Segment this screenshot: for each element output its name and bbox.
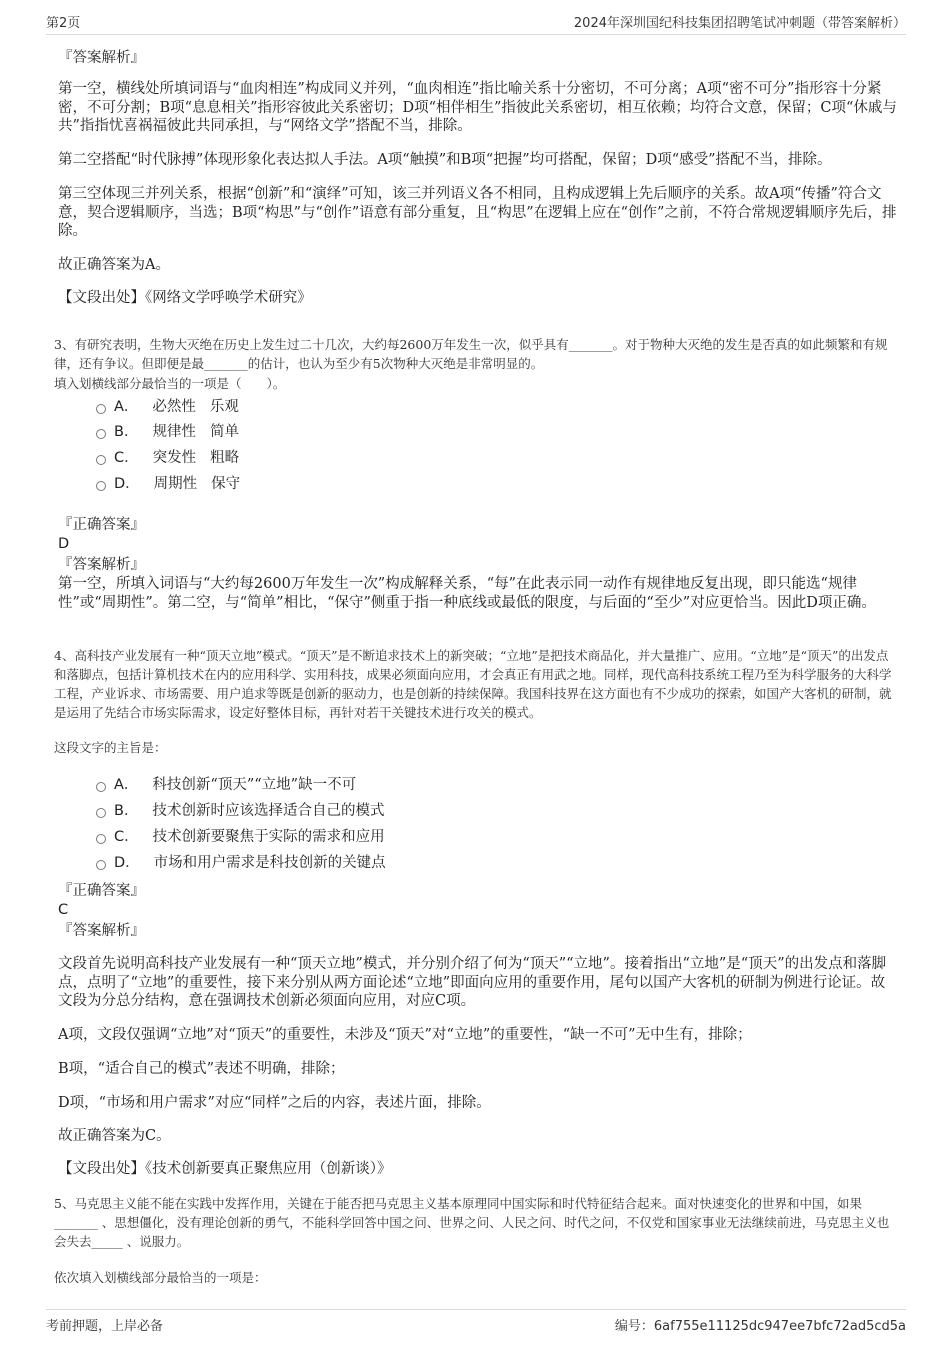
radio-button[interactable] xyxy=(96,404,106,414)
q4-prompt: 这段文字的主旨是： xyxy=(54,740,167,755)
option-letter: C． xyxy=(114,450,139,466)
page-header xyxy=(46,12,906,35)
option-letter: A． xyxy=(114,777,139,793)
footer-slogan: 考前押题，上岸必备 xyxy=(46,1319,164,1334)
q3-analysis-label: 『答案解析』 xyxy=(58,557,145,573)
q2-analysis-p3: 第三空体现三并列关系，根据“创新”和“演绎”可知，该三并列语义各不相同，且构成逻辑上先后顺序的关系。故A项“传播”符合文意，契合逻辑顺序，当选；B项“构思”与“创作”语意有部分重复，且“构思”在逻辑上应在“创作”之前，不符合常规逻辑顺序先后，排除。 xyxy=(58,186,897,239)
option-letter: B． xyxy=(114,424,139,440)
q4-analysis-p4: D项，“市场和用户需求”对应“同样”之后的内容，表述片面，排除。 xyxy=(58,1095,491,1111)
option-letter: C． xyxy=(114,829,139,845)
q4-analysis-label: 『答案解析』 xyxy=(58,923,145,939)
option-word-1: 规律性 xyxy=(152,424,196,440)
radio-button[interactable] xyxy=(96,481,106,491)
q3-option-d[interactable] xyxy=(96,475,240,493)
q4-correct-label: 『正确答案』 xyxy=(58,883,145,899)
q4-source: 【文段出处】《技术创新要真正聚焦应用（创新谈）》 xyxy=(58,1161,392,1177)
option-text: 市场和用户需求是科技创新的关键点 xyxy=(153,855,386,871)
q4-stem: 4、高科技产业发展有一种“顶天立地”模式。“顶天”是不断追求技术上的新突破；“立地”是把技术商品化，并大量推广、应用。“立地”是“顶天”的出发点和落脚点，包括计算机技术在内的应用科学、实用科技，成果必须面向应用，才会真正有用武之地。同样，现代高科技系统工程乃至为科学服务的大科学工程，产业诉求、市场需要、用户追求等既是创新的驱动力，也是创新的持续保障。我国科技界在这方面也有不少成功的探索，如国产大客机的研制，就是运用了先结合市场实际需求，设定好整体目标，再针对若干关键技术进行攻关的模式。 xyxy=(54,648,892,720)
q2-analysis-label: 『答案解析』 xyxy=(58,50,145,66)
q3-option-b[interactable] xyxy=(96,423,239,441)
q4-answer-statement: 故正确答案为C。 xyxy=(58,1128,171,1144)
q3-prompt: 填入划横线部分最恰当的一项是（ ）。 xyxy=(54,376,286,391)
radio-button[interactable] xyxy=(96,860,106,870)
radio-button[interactable] xyxy=(96,808,106,818)
q4-analysis-p1: 文段首先说明高科技产业发展有一种“顶天立地”模式，并分别介绍了何为“顶天”“立地”。接着指出“立地”是“顶天”的出发点和落脚点，点明了“立地”的重要性，接下来分别从两方面论述“立地”即面向应用的重要作用，尾句以国产大客机的研制为例进行论证。故文段为分总分结构，意在强调技术创新必须面向应用，对应C项。 xyxy=(58,956,887,1009)
radio-button[interactable] xyxy=(96,429,106,439)
option-text: 技术创新时应该选择适合自己的模式 xyxy=(152,803,385,819)
q4-option-a[interactable] xyxy=(96,776,356,794)
q2-analysis-p2: 第二空搭配“时代脉搏”体现形象化表达拟人手法。A项“触摸”和B项“把握”均可搭配，保留；D项“感受”搭配不当，排除。 xyxy=(58,152,832,168)
page-number: 第2页 xyxy=(46,16,81,31)
option-letter: D． xyxy=(114,855,140,871)
q4-analysis-p3: B项，“适合自己的模式”表述不明确，排除； xyxy=(58,1061,345,1077)
document-id: 编号：6af755e11125dc947ee7bfc72ad5cd5a xyxy=(614,1319,906,1334)
q3-analysis: 第一空，所填入词语与“大约每2600万年发生一次”构成解释关系，“每”在此表示同一动作有规律地反复出现，即只能选“规律性”或“周期性”。第二空，与“简单”相比，“保守”侧重于指一种底线或最低的限度，与后面的“至少”对应更恰当。因此D项正确。 xyxy=(58,576,876,611)
radio-button[interactable] xyxy=(96,455,106,465)
q4-option-d[interactable] xyxy=(96,854,386,872)
option-word-1: 周期性 xyxy=(153,476,198,492)
q5-prompt: 依次填入划横线部分最恰当的一项是： xyxy=(54,1270,267,1285)
q4-analysis-p2: A项，文段仅强调“立地”对“顶天”的重要性，未涉及“顶天”对“立地”的重要性，“缺一不可”无中生有，排除； xyxy=(58,1027,752,1043)
q4-correct-answer: C xyxy=(58,902,69,918)
q4-option-b[interactable] xyxy=(96,802,384,820)
q3-correct-label: 『正确答案』 xyxy=(58,517,145,533)
page-footer xyxy=(46,1309,906,1338)
option-word-1: 必然性 xyxy=(152,399,196,415)
option-letter: D． xyxy=(114,476,140,492)
radio-button[interactable] xyxy=(96,834,106,844)
q2-analysis-p1: 第一空，横线处所填词语与“血肉相连”构成同义并列，“血肉相连”指比喻关系十分密切，不可分离；A项“密不可分”指形容十分紧密，不可分割；B项“息息相关”指形容彼此关系密切；D项“相伴相生”指彼此关系密切，相互依赖；均符合文意，保留；C项“休戚与共”指指忧喜祸福彼此共同承担，与“网络文学”搭配不当，排除。 xyxy=(58,81,897,134)
q5-stem: 5、马克思主义能不能在实践中发挥作用，关键在于能否把马克思主义基本原理同中国实际和时代特征结合起来。面对快速变化的世界和中国，如果_______ 、思想僵化，没有理论创新的勇气，不能科学回答中国之问、世界之问、人民之问、时代之问，不仅党和国家事业无法继续前进，马克思主义也会失去_____ 、说服力。 xyxy=(54,1196,890,1249)
option-letter: A． xyxy=(114,399,139,415)
q3-stem: 3、有研究表明，生物大灭绝在历史上发生过二十几次，大约每2600万年发生一次，似乎具有_______。对于物种大灭绝的发生是否真的如此频繁和有规律，还有争议。但即便是最_______的估计，也认为至少有5次物种大灭绝是非常明显的。 xyxy=(54,337,888,371)
option-text: 科技创新“顶天”“立地”缺一不可 xyxy=(152,777,357,793)
option-word-2: 乐观 xyxy=(209,399,239,415)
q2-source: 【文段出处】《网络文学呼唤学术研究》 xyxy=(58,290,312,306)
option-letter: B． xyxy=(114,803,139,819)
radio-button[interactable] xyxy=(96,782,106,792)
q3-option-c[interactable] xyxy=(96,449,239,467)
q4-option-c[interactable] xyxy=(96,828,385,846)
q3-option-a[interactable] xyxy=(96,398,239,416)
option-word-2: 粗略 xyxy=(210,450,240,466)
option-word-2: 简单 xyxy=(209,424,239,440)
option-text: 技术创新要聚焦于实际的需求和应用 xyxy=(152,829,385,845)
q3-correct-answer: D xyxy=(58,536,70,552)
document-title: 2024年深圳国纪科技集团招聘笔试冲刺题（带答案解析） xyxy=(573,16,906,31)
option-word-2: 保守 xyxy=(211,476,241,492)
q2-answer-statement: 故正确答案为A。 xyxy=(58,257,170,273)
option-word-1: 突发性 xyxy=(152,450,197,466)
